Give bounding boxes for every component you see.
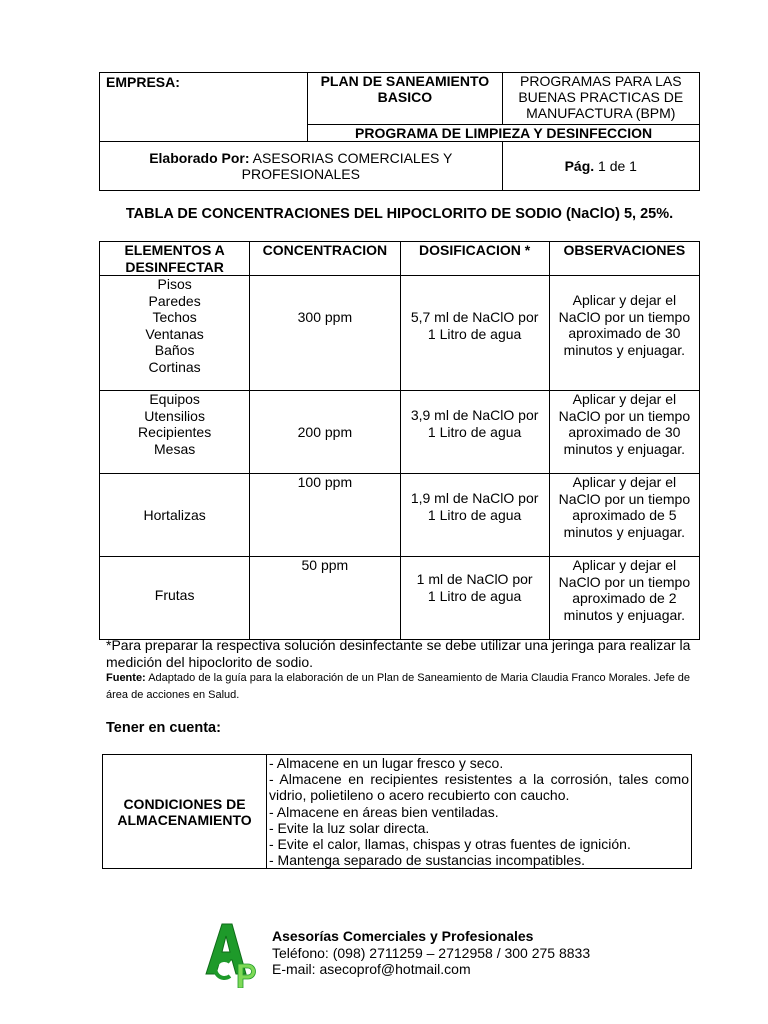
element-item: Baños xyxy=(154,342,195,358)
col-header-elements-line2: DESINFECTAR xyxy=(125,258,224,275)
dosage-line: 1 Litro de agua xyxy=(427,325,522,342)
col-header-concentration: CONCENTRACION xyxy=(250,242,400,276)
storage-label-cell xyxy=(103,755,267,869)
table-title: TABLA DE CONCENTRACIONES DEL HIPOCLORITO DE SODIO (NaClO) 5, 25%. xyxy=(125,206,674,222)
dosage-cell xyxy=(400,391,549,474)
element-item: Frutas xyxy=(154,587,195,603)
elements-cell xyxy=(100,474,250,557)
plan-title-line2: BASICO xyxy=(377,89,433,105)
elements-cell xyxy=(100,557,250,640)
dosage-cell xyxy=(400,276,549,391)
dosage-cell xyxy=(400,557,549,640)
observation-line: Aplicar y dejar el xyxy=(572,557,677,573)
section-heading: Tener en cuenta: xyxy=(106,720,221,736)
storage-label-line1: CONDICIONES DE xyxy=(123,795,246,812)
storage-item: - Almacene en un lugar fresco y seco. xyxy=(269,755,504,771)
source-note xyxy=(106,670,706,704)
email-text: E-mail: asecoprof@hotmail.com xyxy=(272,961,471,977)
dosage-line: 1 Litro de agua xyxy=(427,587,522,604)
observation-line: minutos y enjuagar. xyxy=(563,523,686,540)
table-row xyxy=(100,474,700,557)
storage-conditions-cell xyxy=(267,755,692,869)
observation-line: NaClO por un tiempo xyxy=(558,308,691,325)
storage-item: - Almacene en áreas bien ventiladas. xyxy=(269,803,499,820)
element-item: Paredes xyxy=(148,292,201,309)
observation-line: minutos y enjuagar. xyxy=(563,341,686,358)
storage-conditions-table xyxy=(102,754,692,869)
dosage-line: 1,9 ml de NaClO por xyxy=(410,490,539,506)
elaborado-value-line2: PROFESIONALES xyxy=(241,166,360,182)
elaborado-label: Elaborado Por: xyxy=(149,150,250,166)
concentration-cell: 300 ppm xyxy=(250,276,400,391)
observations-cell xyxy=(549,557,699,640)
col-header-dosage: DOSIFICACION * xyxy=(400,242,549,276)
document-header xyxy=(99,72,700,191)
programas-line3: MANUFACTURA (BPM) xyxy=(526,105,676,121)
dosage-line: 5,7 ml de NaClO por xyxy=(410,309,539,325)
concentration-cell: 50 ppm xyxy=(250,557,400,640)
table-row xyxy=(100,557,700,640)
programa-limpieza-cell xyxy=(308,124,700,141)
dosage-cell xyxy=(400,474,549,557)
observation-line: aproximado de 5 xyxy=(572,507,677,523)
concentration-cell: 200 ppm xyxy=(250,391,400,474)
phone-text: Teléfono: (098) 2711259 – 2712958 / 300 275 8833 xyxy=(272,944,591,961)
element-item: Mesas xyxy=(154,440,196,457)
contact-block xyxy=(272,928,590,978)
plan-title-line1: PLAN DE SANEAMIENTO xyxy=(320,73,490,89)
observation-line: aproximado de 30 xyxy=(568,424,681,440)
observations-cell xyxy=(549,391,699,474)
col-header-elements-line1: ELEMENTOS A xyxy=(124,242,225,258)
storage-item: - Almacene en recipientes resistentes a la corrosión, tales como vidrio, polietileno o acero recubierto con caucho. xyxy=(269,771,689,804)
elements-cell xyxy=(100,391,250,474)
observation-line: Aplicar y dejar el xyxy=(572,474,677,490)
element-item: Techos xyxy=(152,309,197,325)
observations-cell xyxy=(549,276,699,391)
storage-label-line2: ALMACENAMIENTO xyxy=(117,811,252,828)
observation-line: NaClO por un tiempo xyxy=(558,490,691,507)
source-text: Adaptado de la guía para la elaboración de un Plan de Saneamiento de Maria Claudia Franco Morales. Jefe de área de acciones en Salud. xyxy=(106,672,690,701)
table-row xyxy=(100,276,700,391)
observation-line: minutos y enjuagar. xyxy=(563,440,686,457)
element-item: Equipos xyxy=(149,391,200,407)
observation-line: aproximado de 2 xyxy=(572,590,677,606)
observation-line: Aplicar y dejar el xyxy=(572,292,677,308)
element-item: Utensilios xyxy=(144,407,205,424)
page-label: Pág. xyxy=(564,158,595,174)
company-logo xyxy=(200,918,262,988)
storage-item: - Mantenga separado de sustancias incompatibles. xyxy=(269,852,585,869)
storage-item: - Evite el calor, llamas, chispas y otras fuentes de ignición. xyxy=(269,836,631,853)
footnote: *Para preparar la respectiva solución desinfectante se debe utilizar una jeringa para realizar la medición del hipoclorito de sodio. xyxy=(106,637,691,670)
element-item: Pisos xyxy=(157,276,192,292)
page-number-cell xyxy=(502,142,699,191)
dosage-line: 1 ml de NaClO por xyxy=(416,571,533,587)
elaborado-cell xyxy=(100,142,503,191)
source-label: Fuente: xyxy=(106,672,146,684)
storage-item: - Evite la luz solar directa. xyxy=(269,819,430,836)
observation-line: NaClO por un tiempo xyxy=(558,407,691,424)
programas-line2: BUENAS PRACTICAS DE xyxy=(518,89,684,105)
concentration-cell: 100 ppm xyxy=(250,474,400,557)
programas-line1: PROGRAMAS PARA LAS xyxy=(520,73,682,89)
plan-cell xyxy=(308,73,502,125)
observations-cell xyxy=(549,474,699,557)
col-header-observations: OBSERVACIONES xyxy=(549,242,699,276)
programas-cell xyxy=(502,73,699,125)
col-header-elements xyxy=(100,242,250,276)
observation-line: minutos y enjuagar. xyxy=(563,606,686,623)
element-item: Cortinas xyxy=(148,358,201,375)
observation-line: Aplicar y dejar el xyxy=(572,391,677,407)
dosage-line: 3,9 ml de NaClO por xyxy=(410,407,539,423)
dosage-line: 1 Litro de agua xyxy=(427,423,522,440)
element-item: Hortalizas xyxy=(143,507,206,523)
elaborado-value-line1: ASESORIAS COMERCIALES Y xyxy=(252,150,453,166)
empresa-label: EMPRESA: xyxy=(106,74,180,90)
table-header-row xyxy=(100,242,700,276)
element-item: Recipientes xyxy=(138,424,212,440)
table-row xyxy=(100,391,700,474)
programa-limpieza-title: PROGRAMA DE LIMPIEZA Y DESINFECCION xyxy=(355,124,653,141)
company-name: Asesorías Comerciales y Profesionales xyxy=(272,928,534,944)
element-item: Ventanas xyxy=(145,325,204,342)
observation-line: aproximado de 30 xyxy=(568,325,681,341)
page-value: 1 de 1 xyxy=(598,158,637,174)
observation-line: NaClO por un tiempo xyxy=(558,573,691,590)
concentrations-table xyxy=(99,241,700,640)
elements-cell xyxy=(100,276,250,391)
dosage-line: 1 Litro de agua xyxy=(427,506,522,523)
empresa-cell xyxy=(100,73,308,142)
